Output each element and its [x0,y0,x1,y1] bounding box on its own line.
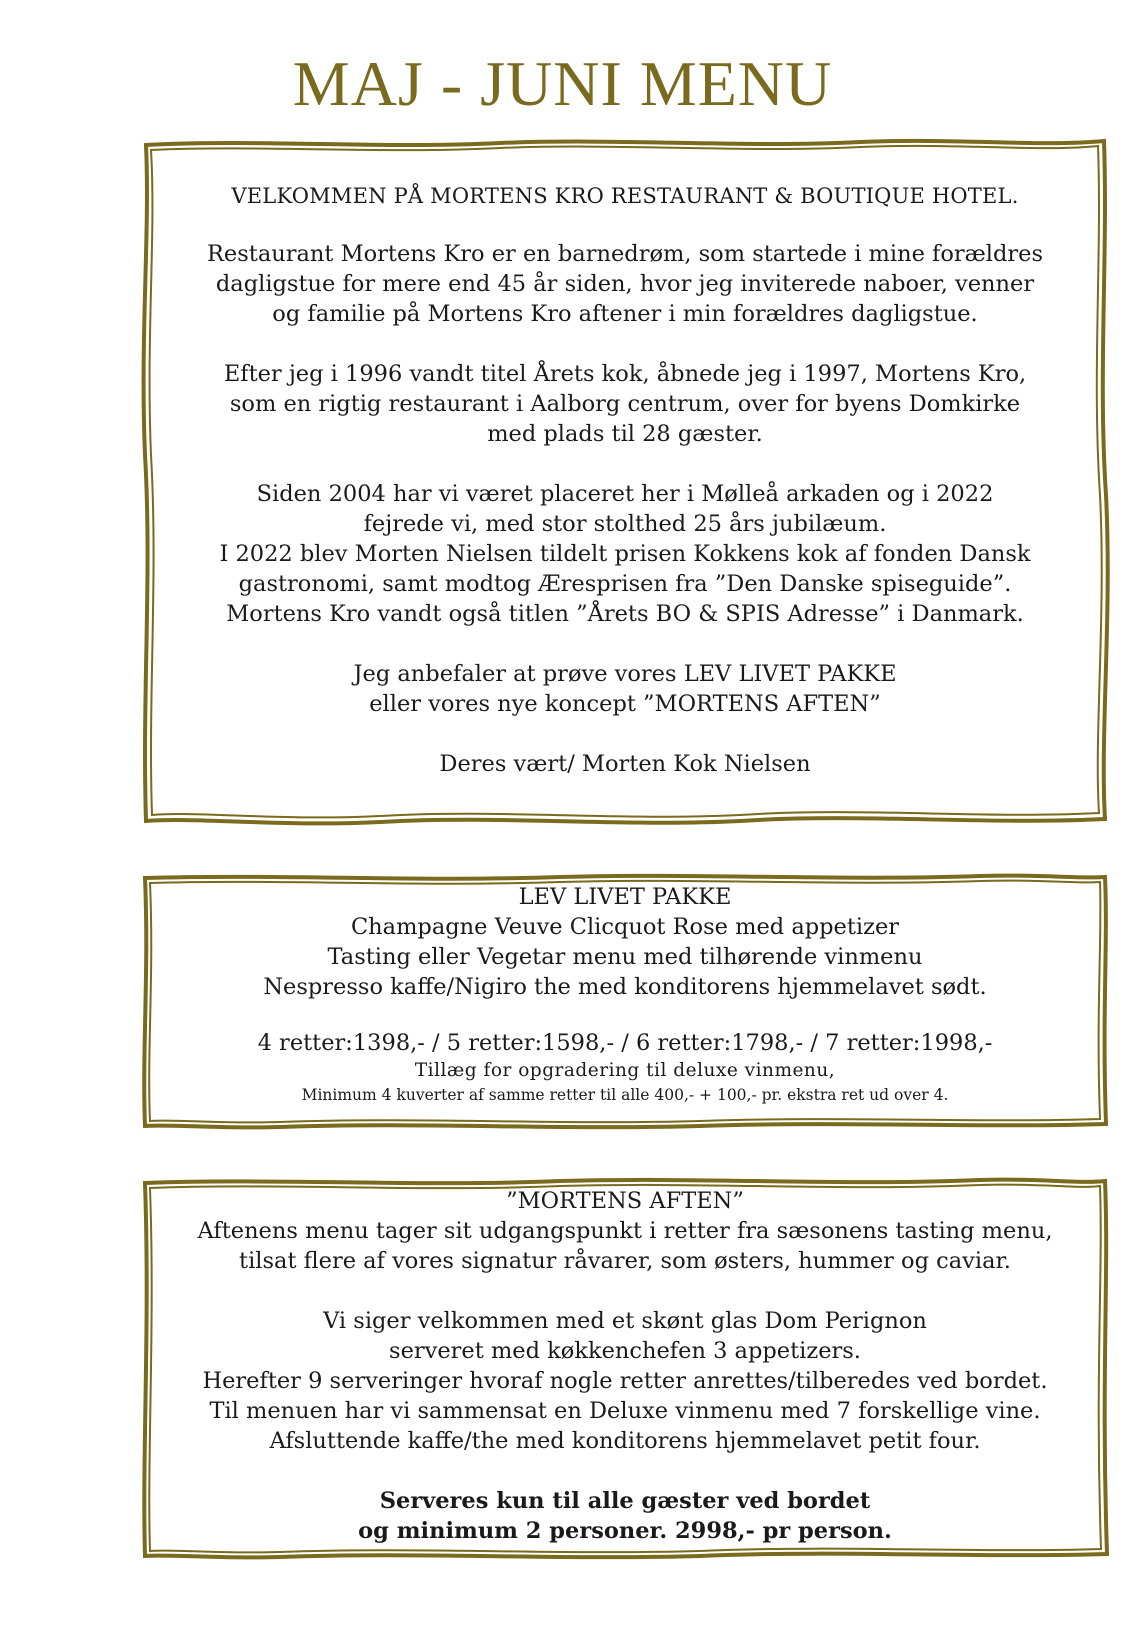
welcome-text-line: Jeg anbefaler at prøve vores LEV LIVET PAKKE [353,661,897,687]
lev-livet-pakke-section [140,872,1110,1130]
welcome-text-line: gastronomi, samt modtog Æresprisen fra ”Den Danske spiseguide”. [238,571,1012,597]
aften-line: tilsat flere af vores signatur råvarer, som østers, hummer og caviar. [239,1248,1011,1274]
pakke-line: Champagne Veuve Clicquot Rose med appetizer [350,914,900,940]
welcome-text-line: med plads til 28 gæster. [487,421,763,447]
welcome-signature: Deres vært/ Morten Kok Nielsen [439,751,811,777]
pakke-upgrade-note: Tillæg for opgradering til deluxe vinmenu, [414,1060,836,1081]
aften-line: Afsluttende kaffe/the med konditorens hjemmelavet petit four. [269,1428,981,1454]
welcome-text-line: Restaurant Mortens Kro er en barnedrøm, som startede i mine forældres [206,241,1044,267]
aften-line: Til menuen har vi sammensat en Deluxe vinmenu med 7 forskellige vine. [209,1398,1041,1424]
pakke-minimum-note: Minimum 4 kuverter af samme retter til alle 400,- + 100,- pr. ekstra ret ud over 4. [301,1086,949,1104]
aften-line: serveret med køkkenchefen 3 appetizers. [389,1338,861,1364]
welcome-heading: VELKOMMEN PÅ MORTENS KRO RESTAURANT & BOUTIQUE HOTEL. [231,184,1019,208]
aften-line: Vi siger velkommen med et skønt glas Dom Perignon [323,1308,927,1334]
welcome-text-line: fejrede vi, med stor stolthed 25 års jubilæum. [363,511,887,537]
welcome-text-line: Mortens Kro vandt også titlen ”Årets BO & SPIS Adresse” i Danmark. [226,601,1024,627]
pakke-prices: 4 retter:1398,- / 5 retter:1598,- / 6 retter:1798,- / 7 retter:1998,- [257,1030,993,1056]
aften-closing: og minimum 2 personer. 2998,- pr person. [358,1518,892,1544]
welcome-text-line: I 2022 blev Morten Nielsen tildelt prisen Kokkens kok af fonden Dansk [219,541,1031,567]
page-title: MAJ - JUNI MENU [292,48,833,119]
welcome-text-line: dagligstue for mere end 45 år siden, hvor jeg inviterede naboer, venner [215,271,1035,297]
welcome-text-line: eller vores nye koncept ”MORTENS AFTEN” [369,691,881,717]
mortens-aften-section [140,1175,1110,1560]
welcome-text-line: Efter jeg i 1996 vandt titel Årets kok, åbnede jeg i 1997, Mortens Kro, [223,361,1027,387]
welcome-text-line: og familie på Mortens Kro aftener i min forældres dagligstue. [272,301,978,327]
welcome-text-line: som en rigtig restaurant i Aalborg centrum, over for byens Domkirke [229,391,1021,417]
aften-line: Aftenens menu tager sit udgangspunkt i retter fra sæsonens tasting menu, [197,1218,1053,1244]
aften-closing: Serveres kun til alle gæster ved bordet [379,1488,871,1514]
aften-line: Herefter 9 serveringer hvoraf nogle retter anrettes/tilberedes ved bordet. [202,1368,1048,1394]
welcome-text-line: Siden 2004 har vi været placeret her i Mølleå arkaden og i 2022 [256,481,994,507]
aften-heading: ”MORTENS AFTEN” [506,1188,744,1214]
pakke-heading: LEV LIVET PAKKE [518,884,732,910]
welcome-section [140,135,1110,825]
pakke-line: Nespresso kaffe/Nigiro the med konditorens hjemmelavet sødt. [263,974,987,1000]
pakke-line: Tasting eller Vegetar menu med tilhørende vinmenu [327,944,923,970]
